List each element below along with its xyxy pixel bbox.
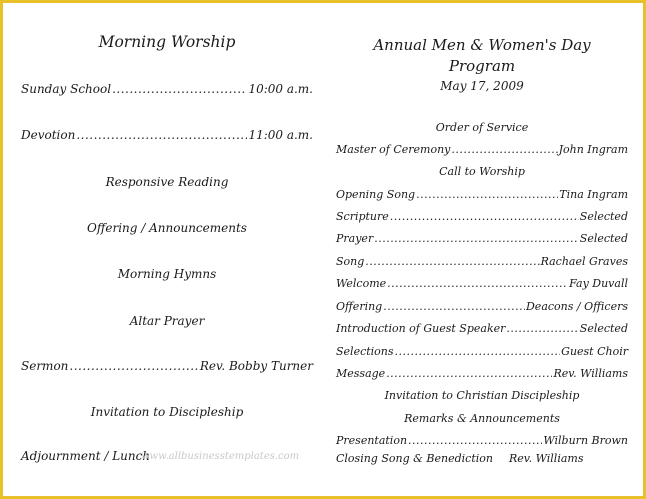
- service-item-row: [336, 345, 628, 358]
- leader-dots: [365, 255, 539, 268]
- morning-worship-title: Morning Worship: [98, 33, 236, 51]
- item-value: Wilburn Brown: [543, 434, 628, 447]
- leader-dots: [416, 188, 558, 201]
- sermon-row: [21, 359, 313, 373]
- service-item-row: [336, 322, 628, 335]
- call-to-worship-heading: Call to Worship: [439, 165, 525, 178]
- item-label: Introduction of Guest Speaker: [336, 322, 506, 335]
- program-subtitle: Program: [448, 57, 516, 75]
- item-label: Welcome: [336, 277, 387, 290]
- service-item-row: [336, 367, 628, 380]
- invitation-heading: Invitation to Christian Discipleship: [384, 389, 580, 402]
- item-value: Tina Ingram: [559, 188, 628, 201]
- service-item-row: [336, 255, 628, 268]
- program-sheet: [3, 3, 643, 496]
- item-label: Opening Song: [336, 188, 416, 201]
- item-label: Selections: [336, 345, 394, 358]
- leader-dots: [383, 300, 525, 313]
- sermon-label: Sermon: [21, 359, 69, 373]
- item-label: Master of Ceremony: [336, 143, 451, 156]
- order-of-service-heading: Order of Service: [435, 121, 529, 134]
- morning-hymns: Morning Hymns: [117, 267, 217, 281]
- master-of-ceremony-row: [336, 143, 628, 156]
- sunday-school-time: 10:00 a.m.: [248, 82, 313, 96]
- program-title: Annual Men & Women's Day: [373, 36, 591, 54]
- leader-dots: [386, 367, 552, 380]
- sunday-school-row: [21, 82, 313, 96]
- offering-announcements: Offering / Announcements: [87, 221, 247, 235]
- service-item-row: [336, 210, 628, 223]
- item-label: Presentation: [336, 434, 408, 447]
- item-value: Rev. Williams: [508, 452, 584, 465]
- item-value: Selected: [579, 232, 628, 245]
- item-value: Fay Duvall: [569, 277, 628, 290]
- item-label: Offering: [336, 300, 383, 313]
- item-label: Prayer: [336, 232, 374, 245]
- leader-dots: [451, 143, 557, 156]
- invitation-to-discipleship: Invitation to Discipleship: [90, 405, 244, 419]
- item-value: John Ingram: [558, 143, 628, 156]
- responsive-reading: Responsive Reading: [105, 175, 229, 189]
- leader-dots: [374, 232, 579, 245]
- devotion-row: [21, 128, 313, 142]
- service-item-row: [336, 232, 628, 245]
- remarks-heading: Remarks & Announcements: [404, 412, 560, 425]
- service-item-row: [336, 188, 628, 201]
- leader-dots: [395, 345, 561, 358]
- leader-dots: [390, 210, 579, 223]
- watermark: www.allbusinesstemplates.com: [141, 451, 300, 462]
- service-item-row: [336, 277, 628, 290]
- item-label: Message: [336, 367, 386, 380]
- closing-row: [336, 452, 628, 465]
- sunday-school-label: Sunday School: [21, 82, 112, 96]
- program-date: May 17, 2009: [440, 79, 524, 93]
- leader-dots: [112, 82, 247, 96]
- item-value: Rachael Graves: [540, 255, 628, 268]
- leader-dots: [69, 359, 198, 373]
- sermon-speaker: Rev. Bobby Turner: [199, 359, 313, 373]
- item-value: Selected: [579, 210, 628, 223]
- leader-dots: [408, 434, 542, 447]
- morning-worship-column: [21, 3, 313, 496]
- adjournment-label: Adjournment / Lunch: [21, 449, 151, 463]
- item-label: Scripture: [336, 210, 389, 223]
- service-item-row: [336, 300, 628, 313]
- item-value: Selected: [579, 322, 628, 335]
- leader-dots: [506, 322, 578, 335]
- leader-dots: [76, 128, 247, 142]
- program-column: [336, 3, 628, 496]
- altar-prayer: Altar Prayer: [129, 314, 205, 328]
- item-value: Guest Choir: [561, 345, 628, 358]
- item-label: Closing Song & Benediction: [336, 452, 493, 465]
- devotion-label: Devotion: [21, 128, 76, 142]
- item-label: Song: [336, 255, 365, 268]
- presentation-row: [336, 434, 628, 447]
- leader-dots: [387, 277, 568, 290]
- devotion-time: 11:00 a.m.: [248, 128, 313, 142]
- item-value: Deacons / Officers: [525, 300, 628, 313]
- item-value: Rev. Williams: [553, 367, 628, 380]
